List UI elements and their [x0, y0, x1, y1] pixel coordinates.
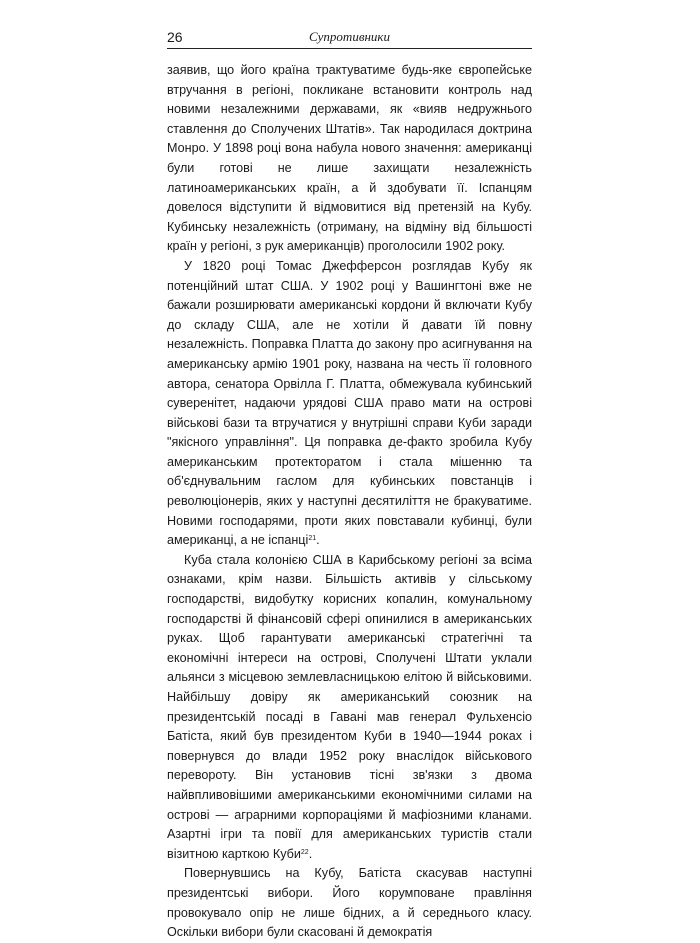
paragraph: Куба стала колонією США в Карибському регіоні за всіма ознаками, крім назви. Більшість активів у сільському господарстві, видобутку корисних копалин, комунальному господарстві й фінансовій сфері опинилися в американських руках. Щоб гарантувати американські стратегічні та економічні інтереси на острові, Сполучені Штати уклали альянси з місцевою землевласницькою елітою й військовими. Найбільшу довіру як американський союзник на президентській посаді в Гавані мав генерал Фульхенсіо Батіста, який був президентом Куби в 1940—1944 роках і повернувся до влади 1952 року внаслідок військового перевороту. Він установив тісні зв'язки з двома найвпливовішими американськими економічними силами на острові — аграрними корпораціями й мафіозними кланами. Азартні ігри та повії для американських туристів стали візитною карткою Куби$^{22}$. — [167, 552, 532, 861]
page-number: 26 — [167, 29, 183, 45]
paragraph — [167, 864, 532, 942]
running-head — [167, 28, 532, 49]
paragraph-text: заявив, що його країна трактуватиме будь-яке європейське втручання в регіоні, покликане встановити контроль над новими незалежними державами, як «вияв недружнього ставлення до Сполучених Штатів». Так народилася доктрина Монро. У 1898 році вона набула нового значення: американці були готові не лише захищати незалежність латиноамериканських країн, а й здобувати її. Іспанцям довелося відступити й відмовитися від претензій на Кубу. Кубинську незалежність (отриману, на відміну від більшості країн у регіоні, з рук американців) проголосили 1902 року. — [167, 63, 532, 254]
paragraph: У 1820 році Томас Джефферсон розглядав Кубу як потенційний штат США. У 1902 році у Вашингтоні вже не бажали розширювати американські кордони й включати Кубу до складу США, але не хотіли й давати їй повну незалежність. Поправка Платта до закону про асигнування на американську армію 1901 року, названа на честь її головного автора, сенатора Орвілла Г. Платта, обмежувала кубинський суверенітет, надаючи урядові США право мати на острові військові бази та втручатися у внутрішні справи Куби заради "якісного управління". Ця поправка де-факто зробила Кубу американським протекторатом і стала мішенню та об'єднувальним гаслом для кубинських повстанців і революціонерів, яких у наступні десятиліття не бракуватиме. Новими господарями, проти яких повставали кубинці, були американці, а не іспанці$^{21}$. — [167, 258, 532, 548]
footnote-marker: 22 — [300, 848, 309, 856]
running-title: Супротивники — [308, 29, 390, 44]
footnote-marker: 21 — [308, 535, 317, 543]
body-text — [167, 61, 532, 943]
book-page — [167, 28, 532, 940]
paragraph-text: Куба стала колонією США в Карибському регіоні за всіма ознаками, крім назви. Більшість активів у сільському господарстві, видобутку корисних копалин, комунальному господарстві й фінансовій сфері опинилися в американських руках. Щоб гарантувати американські стратегічні та економічні інтереси на острові, Сполучені Штати уклали альянси з місцевою землевласницькою елітою й військовими. Найбільшу довіру як американський союзник на президентській посаді в Гавані мав генерал Фульхенсіо Батіста, який був президентом Куби в 1940—1944 роках і повернувся до влади 1952 року внаслідок військового перевороту. Він установив тісні зв'язки з двома найвпливовішими американськими економічними силами на острові — аграрними корпораціями й мафіозними кланами. Азартні ігри та повії для американських туристів стали візитною карткою Куби — [167, 552, 532, 861]
paragraph-text: Повернувшись на Кубу, Батіста скасував наступні президентські вибори. Його корумповане правління провокувало опір не лише бідних, а й середнього класу. Оскільки вибори були скасовані й демократія — [167, 866, 532, 940]
paragraph-continuation — [167, 61, 532, 257]
paragraph-text: У 1820 році Томас Джефферсон розглядав Кубу як потенційний штат США. У 1902 році у Вашингтоні вже не бажали розширювати американські кордони й включати Кубу до складу США, але не хотіли й давати їй повну незалежність. Поправка Платта до закону про асигнування на американську армію 1901 року, названа на честь її головного автора, сенатора Орвілла Г. Платта, обмежувала кубинський суверенітет, надаючи урядові США право мати на острові військові бази та втручатися у внутрішні справи Куби заради "якісного управління". Ця поправка де-факто зробила Кубу американським протекторатом і стала мішенню та об'єднувальним гаслом для кубинських повстанців і революціонерів, яких у наступні десятиліття не бракуватиме. Новими господарями, проти яких повставали кубинці, були американці, а не іспанці — [167, 258, 532, 548]
